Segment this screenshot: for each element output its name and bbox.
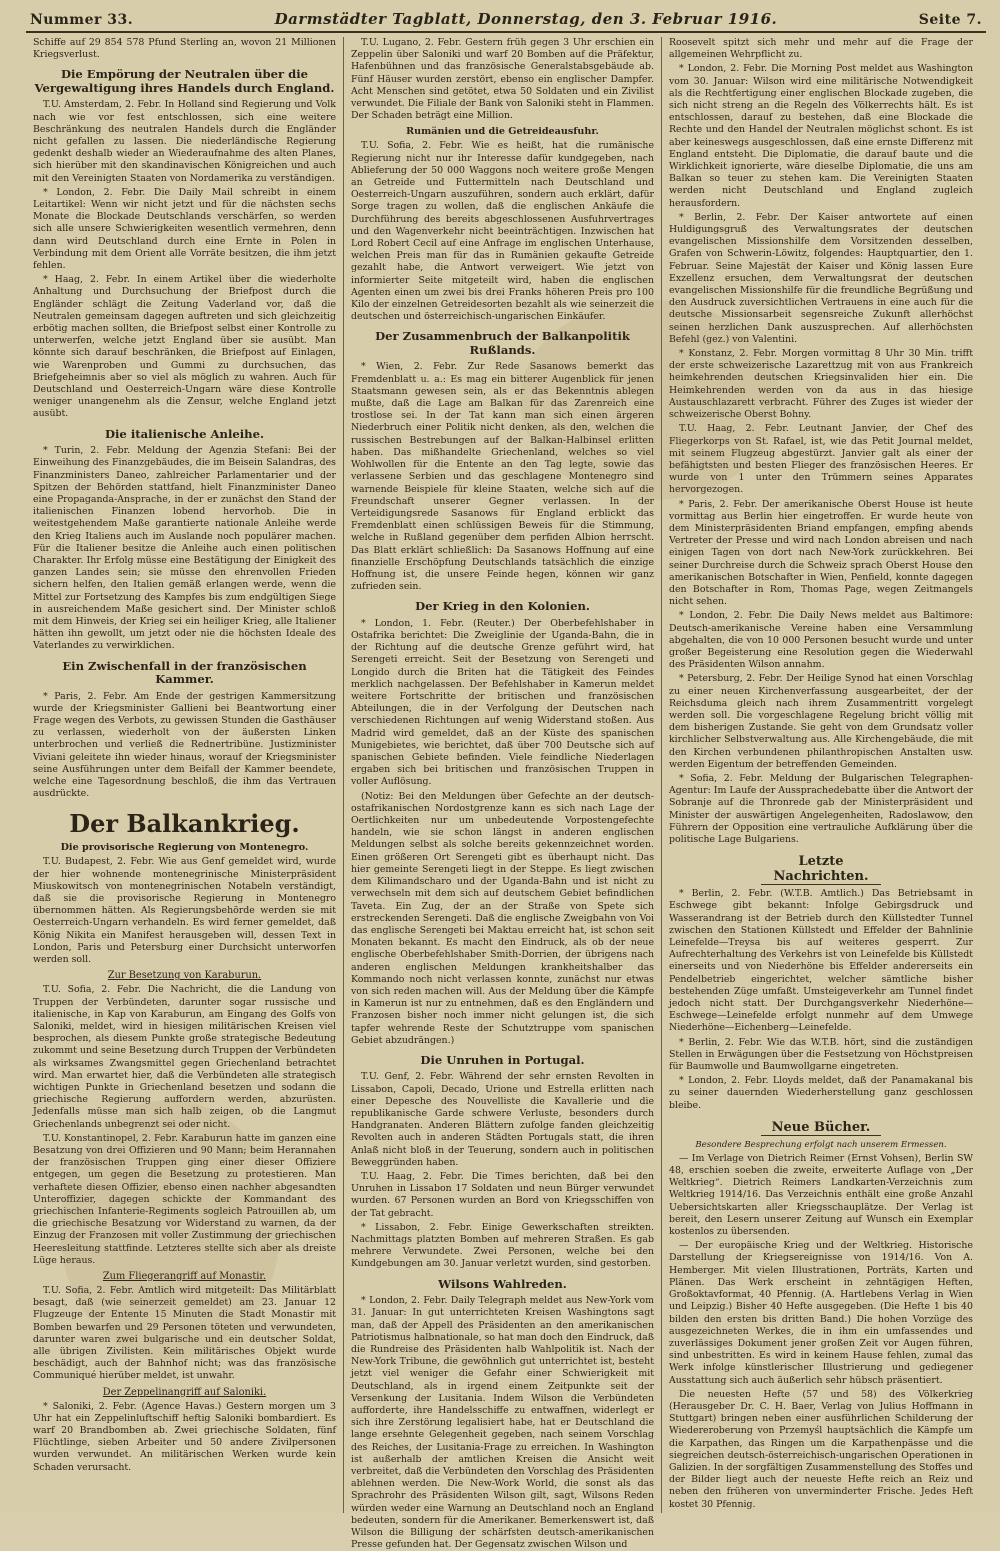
article-subheadline: Der Zeppelinangriff auf Saloniki. bbox=[102, 1386, 267, 1398]
article-paragraph: * Sofia, 2. Febr. Meldung der Bulgarischen Telegraphen-Agentur: Im Laufe der Aussprachedebatte über die Antwort der Sobranje auf die Thronrede gab der Ministerpräsident und Minister der auswärtigen Angelegenheiten, Radoslawow, den Führern der Opposition eine vertrauliche Aufklärung über die politische Lage Bulgariens. bbox=[669, 772, 973, 845]
section-headline: Neue Bücher. bbox=[761, 1120, 881, 1136]
article-paragraph: T.U. Lugano, 2. Febr. Gestern früh gegen 3 Uhr erschien ein Zeppelin über Saloniki und warf 20 Bomben auf die Präfektur, Hafenbühnen und das französische Generalstabsgebäude ab. Fünf Häuser wurden zerstört, ebenso ein englischer Dampfer. Acht Menschen sind getötet, etwa 50 Soldaten und ein Zivilist verwundet. Die Filiale der Bank von Saloniki steht in Flammen. Der Schaden beträgt eine Million. bbox=[351, 37, 654, 122]
article-paragraph: * Wien, 2. Febr. Zur Rede Sasanows bemerkt das Fremdenblatt u. a.: Es mag ein bitterer Augenblick für jenen Staatsmann gewesen sein, als er das Bekenntnis ablegen mußte, daß die Lage am Balkan für das Zarenreich eine trostlose sei. In der Tat kann man sich einen ärgeren Niederbruch einer Politik nicht denken, als den, welchen die russischen Bestrebungen auf der Balkan-Halbinsel erlitten haben. Das mißhandelte Griechenland, welches so viel Wohlwollen für die Entente an den Tag legte, sowie das verlassene Serbien und das geschlagene Montenegro sind warnende Beispiele für kleine Staaten, welche sich auf die Freundschaft unserer Gegner verlassen. In der Verteidigungsrede Sasanows für England erblickt das Fremdenblatt einen schlüssigen Beweis für die Stimmung, welche in Rußland gegenüber dem perfiden Albion herrscht. Das Blatt erklärt schließlich: Da Sasanows Hoffnung auf eine finanzielle Erschöpfung Deutschlands tatsächlich die einzige Hoffnung ist, die unsere Feinde hegen, können wir ganz zufrieden sein. bbox=[351, 361, 654, 593]
article-paragraph: * Berlin, 2. Febr. Der Kaiser antwortete auf einen Huldigungsgruß des Verwaltungsrates der deutschen evangelischen Missionshilfe dem Vorsitzenden desselben, Grafen von Schwerin-Löwitz, folgendes: Hauptquartier, den 1. Februar. Seine Majestät der Kaiser und König lassen Eure Exzellenz ersuchen, dem Verwaltungsrat der deutschen evangelischen Missionshilfe für die freundliche Begrüßung und den Ausdruck zuversichtlichen Vertrauens in eine auch für die deutsche Missionsarbeit segensreiche Zukunft allerhöchst seinen herzlichen Dank auszusprechen. Auf allerhöchsten Befehl (gez.) von Valentini. bbox=[669, 211, 973, 345]
article-paragraph: — Im Verlage von Dietrich Reimer (Ernst Vohsen), Berlin SW 48, erschien soeben die zweite, erweiterte Auflage von „Der Weltkrieg“. Dietrich Reimers Landkarten-Verzeichnis zum Weltkrieg 1914/16. Das Verzeichnis enthält eine große Anzahl Uebersichtskarten aller Kriegsschauplätze. Der Verlag ist bereit, den Lesern unserer Zeitung auf Wunsch ein Exemplar kostenlos zu übersenden. bbox=[669, 1152, 973, 1238]
article-paragraph: T.U. Sofia, 2. Febr. Die Nachricht, die die Landung von Truppen der Verbündeten, darunter sogar russische und italienische, in Kap von Karaburun, am Eingang des Golfs von Saloniki, meldet, wird in hiesigen militärischen Kreisen viel besprochen, als diesem Punkte große strategische Bedeutung zukommt und seine Besetzung durch Truppen der Verbündeten als wirksames Zwangsmittel gegen Griechenland betrachtet wird. Man erwartet hier, daß die Verbündeten alle strategisch wichtigen Punkte in Griechenland besetzen und sodann die griechische Regierung auffordern werden, abzurüsten. Jedenfalls müsse man sich halb zeigen, ob die Langmut Griechenlands unbegrenzt sei oder nicht. bbox=[33, 984, 336, 1130]
article-paragraph: * Berlin, 2. Febr. (W.T.B. Amtlich.) Das Betriebsamt in Eschwege gibt bekannt: Infolge Gebirgsdruck und Wasserandrang ist der Betrieb durch den Küllstedter Tunnel zwischen den Stationen Küllstedt und Effelder der Bahnlinie Leinefelde—Treysa bis auf weiteres gesperrt. Zur Aufrechterhaltung des Verkehrs ist von Leinefelde bis Küllstedt einerseits und von Niederhöne bis Effelder andererseits ein Pendelbetrieb eingerichtet, welcher sämtliche bisher bestehenden Züge umfaßt. Umsteigeverkehr am Tunnel findet jedoch nicht statt. Der Durchgangsverkehr Niederhöne—Eschwege—Leinefelde erfolgt nunmehr auf dem Umwege Niederhöne—Eichenberg—Leinefelde. bbox=[669, 888, 973, 1034]
article-subheadline: Zur Besetzung von Karaburun. bbox=[107, 970, 262, 982]
article-subheadline: Zum Fliegerangriff auf Monastir. bbox=[102, 1270, 267, 1282]
article-paragraph: (Notiz: Bei den Meldungen über Gefechte an der deutsch-ostafrikanischen Nordostgrenze kann es sich nach Lage der Oertlichkeiten nur um unbedeutende Vorpostengefechte handeln, wie sie schon längst in anderen englischen Meldungen selbst als solche bereits gekennzeichnet worden. Einen größeren Ort Serengeti gibt es überhaupt nicht. Das hier gemeinte Serengeti liegt in der Steppe. Es liegt zwischen dem Kilimandscharo und der Uganda-Bahn und ist nicht zu verwechseln mit dem sich auf deutschem Gebiet befindlichen Taveta. Ein Zug, der an der Straße von Spete sich erstreckenden Serengeti. Daß die englische Zweigbahn von Voi das englische Serengeti bei Maktau erreicht hat, ist schon seit Monaten bekannt. Es macht den Eindruck, als ob der neue englische Oberbefehlshaber Smith-Dorrien, der übrigens nach anderen englischen Meldungen krankheitshalber das Kommando noch nicht verlassen konnte, zunächst nur etwas von sich reden machen will. Aus der Meldung über die Kämpfe in Kamerun ist nur zu entnehmen, daß es den Engländern und Franzosen bisher noch immer nicht gelungen ist, die sich tapfer wehrende Reste der Schutztruppe vom spanischen Gebiet abzudrängen.) bbox=[351, 790, 654, 1046]
article-headline: Die Empörung der Neutralen über die Vergewaltigung ihres Handels durch England. bbox=[34, 67, 335, 95]
article-paragraph: * Haag, 2. Febr. In einem Artikel über die wiederholte Anhaltung und Durchsuchung der Briefpost durch die Engländer schlägt die Zeitung Vaderland vor, daß die Neutralen gemeinsam dagegen auftreten und sich gleichzeitig erbötig machen sollten, die Briefpost selbst einer Kontrolle zu unterwerfen, welche jetzt England über sie ausübt. Man könnte sich darauf beschränken, die Briefpost auf Einlagen, wie Warenproben und Gummi zu durchsuchen, das Briefgeheimnis aber so viel als möglich zu wahren. Auch für Deutschland und Oesterreich-Ungarn wäre diese Kontrolle weniger unangenehm als die Zensur, welche England jetzt ausübt. bbox=[33, 274, 336, 420]
article-paragraph: T.U. Budapest, 2. Febr. Wie aus Genf gemeldet wird, wurde der hier wohnende montenegrinische Ministerpräsident Miuskowitsch von montenegrinischen Notabeln verständigt, daß sie die provisorische Regierung in Montenegro übernommen hätten. Als Regierungsbehörde werden sie mit Oesterreich-Ungarn verhandeln. Es wird ferner gemeldet, daß König Nikita ein Manifest herausgeben will, dessen Text in London, Paris und Petersburg einer Durchsicht unterworfen werden soll. bbox=[33, 856, 336, 966]
column-2 bbox=[344, 37, 662, 1551]
article-paragraph: * Paris, 2. Febr. Am Ende der gestrigen Kammersitzung wurde der Kriegsminister Gallieni bei Beantwortung einer Frage wegen des Verbots, zu gewissen Stunden die Gasthäuser zu verlassen, wiederholt von der äußersten Linken unterbrochen und verließ die Rednertribüne. Justizminister Viviani geleitete ihn wieder hinaus, worauf der Kriegsminister seine Ausführungen unter dem Beifall der Kammer beendete, welche eine Tagesordnung beschloß, die ihm das Vertrauen ausdrückte. bbox=[33, 690, 336, 800]
article-headline: Wilsons Wahlreden. bbox=[438, 1276, 567, 1291]
issue-number: Nummer 33. bbox=[30, 12, 134, 28]
article-paragraph: Roosevelt spitzt sich mehr und mehr auf die Frage der allgemeinen Wehrpflicht zu. bbox=[669, 37, 973, 61]
article-headline: Ein Zwischenfall in der französischen Kammer. bbox=[62, 658, 307, 687]
article-paragraph: * Konstanz, 2. Febr. Morgen vormittag 8 Uhr 30 Min. trifft der erste schweizerische Lazarettzug mit von aus Frankreich heimkehrenden deutschen Kriegsinvaliden hier ein. Die Heimkehrenden werden von da aus in das hiesige Austauschlazarett verbracht. Führer des Zuges ist wieder der schweizerische Oberst Bohny. bbox=[669, 348, 973, 421]
article-paragraph: T.U. Konstantinopel, 2. Febr. Karaburun hatte im ganzen eine Besatzung von drei Offizieren und 90 Mann; beim Herannahen der französischen Truppen ging einer dieser Offiziere entgegen, um gegen die Besetzung zu protestieren. Man verhaftete diesen Offizier, ebenso einen nachher abgesandten Unteroffizier, dagegen schickte der Kommandant des griechischen Infanterie-Regiments sogleich Patrouillen ab, um die griechische Besatzung vor Widerstand zu warnen, da der Einzug der Franzosen mit voller Zustimmung der griechischen Heeresleitung stattfinde. Letzteres stellte sich aber als dreiste Lüge heraus. bbox=[33, 1132, 336, 1266]
article-paragraph: Die neuesten Hefte (57 und 58) des Völkerkrieg (Herausgeber Dr. C. H. Baer, Verlag von Julius Hoffmann in Stuttgart) bringen neben einer ausführlichen Schilderung der Wiedereroberung von Przemyśl hauptsächlich die Kämpfe um die Karpathen, das Ringen um die Karpathenpässe und die siegreichen deutsch-österreichisch-ungarischen Operationen in Galizien. In der sorgfältigen Zusammenstellung des Stoffes und der Bilder liegt auch der neueste Hefte reich an Reiz und neben den früheren von unverminderter Frische. Jedes Heft kostet 30 Pfennig. bbox=[669, 1388, 973, 1510]
article-paragraph: * Lissabon, 2. Febr. Einige Gewerkschaften streikten. Nachmittags platzten Bomben auf mehreren Straßen. Es gab mehrere Verwundete. Zwei Personen, welche bei den Kundgebungen am 30. Januar verletzt wurden, sind gestorben. bbox=[351, 1221, 654, 1270]
article-paragraph: * London, 2. Febr. Lloyds meldet, daß der Panamakanal bis zu seiner dauernden Wiederherstellung ganz geschlossen bleibe. bbox=[669, 1075, 973, 1111]
article-subheadline: Die provisorische Regierung von Montenegro. bbox=[60, 842, 309, 854]
article-paragraph: * Petersburg, 2. Febr. Der Heilige Synod hat einen Vorschlag zu einer neuen Kirchenverfassung ausgearbeitet, der der Reichsduma gleich nach ihrem Zusammentritt vorgelegt werden soll. Die vorgeschlagene Regelung bricht völlig mit dem bisherigen Zustande. Sie geht von dem Grundsatz voller kirchlicher Selbstverwaltung aus. Alle Kirchengebäude, die mit den Kirchen verbundenen philanthropischen Anstalten usw. werden Eigentum der betreffenden Gemeinden. bbox=[669, 673, 973, 770]
article-paragraph: * London, 2. Febr. Die Daily Mail schreibt in einem Leitartikel: Wenn wir nicht jetzt und für die nächsten sechs Monate die Blockade Deutschlands verschärfen, so werden sich alle unsere Schwierigkeiten wesentlich vermehren, denn dann wird Deutschland durch eine Ernte in Polen in Verbindung mit dem Orient alle Vorräte besitzen, die ihm jetzt fehlen. bbox=[33, 186, 336, 272]
article-paragraph: — Der europäische Krieg und der Weltkrieg. Historische Darstellung der Kriegsereignisse von 1914/16. Von A. Hemberger. Mit vielen Illustrationen, Porträts, Karten und Plänen. Das Werk erscheint in zehntägigen Heften, Großoktavformat, 40 Pfennig. (A. Hartlebens Verlag in Wien und Leipzig.) Bisher 40 Hefte ausgegeben. (Die Hefte 1 bis 40 bilden den ersten bis dritten Band.) Die hohen Vorzüge des ausgezeichneten Werkes, die in ihm ein umfassendes und zuverlässiges Dokument jener großen Zeit vor Augen führen, sind unbestritten. Es wird in keinem Hause fehlen, zumal das Werk infolge künstlerischer Illustrierung und gediegener Ausstattung sich auch äußerlich sehr hübsch präsentiert. bbox=[669, 1240, 973, 1386]
masthead bbox=[26, 4, 986, 33]
article-headline: Die Unruhen in Portugal. bbox=[420, 1052, 585, 1067]
article-paragraph: * Berlin, 2. Febr. Wie das W.T.B. hört, sind die zuständigen Stellen in Erwägungen über die Festsetzung von Höchstpreisen für Baumwolle und Baumwollgarne eingetreten. bbox=[669, 1036, 973, 1073]
section-note: Besondere Besprechung erfolgt nach unserem Ermessen. bbox=[695, 1139, 947, 1150]
article-paragraph: T.U. Sofia, 2. Febr. Amtlich wird mitgeteilt: Das Militärblatt besagt, daß (wie seinerzeit gemeldet) am 23. Januar 12 Flugzeuge der Entente 15 Minuten die Stadt Monastir mit Bomben bewarfen und 29 Personen töteten und verwundeten, darunter waren zwei bulgarische und ein deutscher Soldat, alle übrigen Zivilisten. Kein militärisches Objekt wurde beschädigt, auch der Bahnhof nicht; was das französische Communiqué hierüber meldet, ist unwahr. bbox=[33, 1284, 336, 1382]
newspaper-title-date: Darmstädter Tagblatt, Donnerstag, den 3. Februar 1916. bbox=[274, 10, 778, 28]
section-headline: Der Balkankrieg. bbox=[69, 809, 300, 839]
paper-stain bbox=[60, 1100, 280, 1360]
article-headline: Der Krieg in den Kolonien. bbox=[415, 599, 590, 614]
article-paragraph: * London, 1. Febr. (Reuter.) Der Oberbefehlshaber in Ostafrika berichtet: Die Zweiglinie der Uganda-Bahn, die in der Richtung auf die deutsche Grenze geführt wird, hat Serengeti erreicht. Seit der Besetzung von Serengeti und Longido durch die Briten hat die Tätigkeit des Feindes merklich nachgelassen. Der Befehlshaber in Kamerun meldet weitere Fortschritte der britischen und französischen Abteilungen, die in der Verfolgung der Deutschen nach verschiedenen Richtungen auf wenig Widerstand stoßen. Aus Madrid wird gemeldet, daß an der Küste des spanischen Munigebietes, wie berichtet, daß über 700 Deutsche sich auf spanischen Gebiete befinden. Viele feindliche Niederlagen ergaben sich bei britischen und französischen Truppen in voller Auflösung. bbox=[351, 617, 654, 788]
article-paragraph: Schiffe auf 29 854 578 Pfund Sterling an, wovon 21 Millionen Kriegsverlust. bbox=[33, 37, 336, 61]
article-paragraph: T.U. Haag, 2. Febr. Leutnant Janvier, der Chef des Fliegerkorps von St. Rafael, ist, wie das Petit Journal meldet, mit seinem Flugzeug abgestürzt. Janvier galt als einer der befähigtsten und besten Flieger des französischen Heeres. Er wurde von 1 unter den Trümmern seines Apparates hervorgezogen. bbox=[669, 423, 973, 496]
article-paragraph: * Paris, 2. Febr. Der amerikanische Oberst House ist heute vormittag aus Berlin hier eingetroffen. Er wurde heute von dem Ministerpräsidenten Briand empfangen, empfing abends Vertreter der Presse und wird nach London abreisen und nach einigen Tagen von dort nach New-York zurückkehren. Bei seiner Durchreise durch die Schweiz sprach Oberst House den amerikanischen Botschafter in Wien, Penfield, konnte dagegen den Botschafter in Rom, Thomas Page, wegen Zeitmangels nicht sehen. bbox=[669, 498, 973, 608]
article-paragraph: T.U. Amsterdam, 2. Febr. In Holland sind Regierung und Volk nach wie vor fest entschlossen, sich eine weitere Beschränkung des neutralen Handels durch die Engländer nicht gefallen zu lassen. Die niederländische Regierung gedenkt deshalb wieder an Wiederaufnahme des alten Planes, sich hierüber mit den skandinavischen Königreichen und auch mit den Vereinigten Staaten von Nordamerika zu verständigen. bbox=[33, 99, 336, 184]
article-headline: Die italienische Anleihe. bbox=[104, 426, 265, 441]
article-paragraph: T.U. Haag, 2. Febr. Die Times berichten, daß bei den Unruhen in Lissabon 17 Soldaten und neun Bürger verwundet wurden. 67 Personen wurden an Bord von Kriegsschiffen von der Tat gebracht. bbox=[351, 1171, 654, 1219]
article-paragraph: * Saloniki, 2. Febr. (Agence Havas.) Gestern morgen um 3 Uhr hat ein Zeppelinluftschiff heftig Saloniki bombardiert. Es warf 20 Brandbomben ab. Zwei griechische Soldaten, fünf Flüchtlinge, sieben Arbeiter und 50 andere Zivilpersonen wurden verwundet. An militärischen Werken wurde kein Schaden verursacht. bbox=[33, 1400, 336, 1473]
article-headline: Der Zusammenbruch der Balkanpolitik Rußlands. bbox=[375, 329, 630, 357]
article-paragraph: * London, 2. Febr. Die Morning Post meldet aus Washington vom 30. Januar: Wilson wird eine militärische Notwendigkeit als die Rechtfertigung einer englischen Blockade zugeben, die sich nicht streng an die Regeln des Völkerrechts hält. Es ist entschlossen, darauf zu bestehen, daß eine Blockade die Rechte und den Handel der Neutralen möglichst schont. Es ist aber keineswegs ausgeschlossen, daß eine ernste Differenz mit England entsteht. Die Diplomatie, die darauf baute und die Wirklichkeit ignorierte, wäre dieselbe Diplomatie, die uns am Balkan so teuer zu stehen kam. Die Vereinigten Staaten werden nicht Deutschland und England zugleich herausfordern. bbox=[669, 63, 973, 209]
article-paragraph: * Turin, 2. Febr. Meldung der Agenzia Stefani: Bei der Einweihung des Finanzgebäudes, die im Beisein Salandras, des Finanzministers Daneo, zahlreicher Parlamentarier und der Spitzen der Behörden stattfand, hielt Finanzminister Daneo eine Propaganda-Ansprache, in der er zunächst den Stand der italienischen Finanzen lobend hervorhob. Die in weitestgehendem Maße garantierte nationale Anleihe werde den Krieg Italiens auch im Auslande noch populärer machen. Für die Italiener besitze die Anleihe auch einen politischen Charakter. Ihr Erfolg müsse eine Bestätigung der Einigkeit des ganzen Landes sein; sie müsse den ehrenvollen Frieden sichern helfen, den Italien gemäß erlangen werde, wenn die Mittel zur Fortsetzung des Kampfes bis zum endgültigen Siege in ausreichendem Maße gesichert sind. Der Minister schloß mit dem Hinweis, der Krieg sei ein heiliger Krieg, alle Italiener hätten ihn gewollt, um jetzt oder nie die höchsten Ideale des Vaterlandes zu verwirklichen. bbox=[33, 445, 336, 652]
article-subheadline: Rumänien und die Getreideausfuhr. bbox=[406, 126, 599, 138]
article-paragraph: T.U. Genf, 2. Febr. Während der sehr ernsten Revolten in Lissabon, Capoli, Decado, Urione und Estrella erlitten nach einer Depesche des Nouvelliste die Kavallerie und die republikanische Garde schwere Verluste, besonders durch Handgranaten. Anderen Blättern zufolge fanden gleichzeitig Revolten auch in anderen Städten Portugals statt, die ihren Anlaß nicht bloß in der Teuerung, sondern auch in politischen Beweggründen haben. bbox=[351, 1071, 654, 1168]
paper-stain bbox=[520, 300, 780, 500]
article-paragraph: * London, 2. Febr. Daily Telegraph meldet aus New-York vom 31. Januar: In gut unterrichteten Kreisen Washingtons sagt man, daß der Appell des Präsidenten an den amerikanischen Patriotismus halbnationale, so hat man doch den Eindruck, daß die Rundreise des Präsidenten halb Wahlpolitik ist. Nach der New-York Tribune, die gewöhnlich gut unterrichtet ist, besteht jetzt viel weniger die Gefahr einer Schwierigkeit mit Deutschland, als in irgend einem Zeitpunkte seit der Versenkung der Lusitania. Indem Wilson die Verbündeten aufforderte, ihre Handelsschiffe zu entwaffnen, widerlegt er sich ihre Zerstörung legalisiert habe, hat er Deutschland die lange ersehnte Gelegenheit gegeben, nach seinem Vorschlag des Reiches, der Lusitania-Frage zu erreichen. In Washington ist außerhalb der amtlichen Kreisen die Ansicht weit verbreitet, daß die Verbündeten den Vorschlag des Präsidenten ablehnen werden. Die New-Work World, die sonst als das Sprachrohr des Präsidenten Wilson gilt, sagt, Wilsons Reden würden weder eine Warnung an Deutschland noch an England bedeuten, sondern für die Amerikaner. Bemerkenswert ist, daß Wilson die Billigung der schärfsten deutsch-amerikanischen Presse gefunden hat. Der Gegensatz zwischen Wilson und bbox=[351, 1295, 654, 1551]
article-paragraph: * London, 2. Febr. Die Daily News meldet aus Baltimore: Deutsch-amerikanische Vereine haben eine Versammlung abgehalten, die von 10 000 Personen besucht wurde und unter großer Begeisterung eine Resolution gegen die Wiederwahl des Präsidenten Wilson annahm. bbox=[669, 610, 973, 671]
column-3 bbox=[662, 37, 980, 1513]
section-headline: Letzte Nachrichten. bbox=[761, 854, 881, 885]
article-paragraph: T.U. Sofia, 2. Febr. Wie es heißt, hat die rumänische Regierung nicht nur ihr Interesse dafür kundgegeben, nach Ablieferung der 50 000 Waggons noch weitere große Mengen an Getreide und Futtermitteln nach Deutschland und Oesterreich-Ungarn auszuführen, sondern auch erklärt, dafür Sorge tragen zu wollen, daß die englischen Ankäufe die Durchführung des bereits abgeschlossenen Ausfuhrvertrages und den Wagenverkehr nicht beeinträchtigen. Inzwischen hat Lord Robert Cecil auf eine Anfrage im englischen Unterhause, welchen Preis man für das in Rumänien gekaufte Getreide gezahlt habe, die Antwort verweigert. Wie jetzt von informierter Seite mitgeteilt wird, haben die englischen Agenten einen um zwei bis drei Franks höheren Preis pro 100 Kilo der einzelnen Getreidesorten bezahlt als wie seinerzeit die deutschen und österreichisch-ungarischen Einkäufer. bbox=[351, 140, 654, 323]
page-number: Seite 7. bbox=[918, 12, 982, 28]
